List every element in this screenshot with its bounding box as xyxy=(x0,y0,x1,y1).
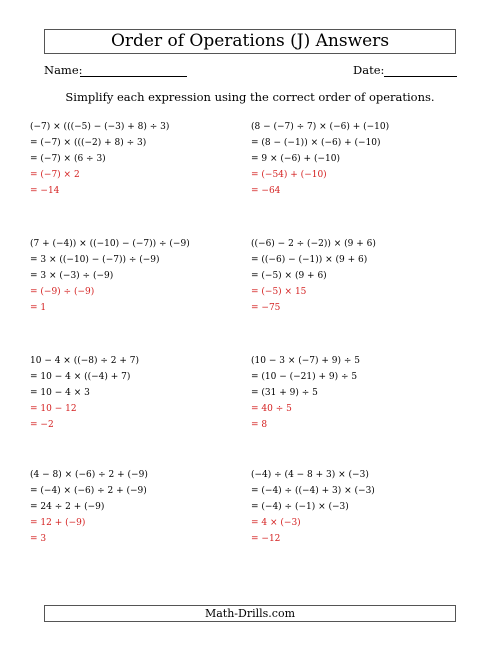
step: = (−4) ÷ (−1) × (−3) xyxy=(251,502,349,512)
step: = 3 × ((−10) − (−7)) ÷ (−9) xyxy=(30,255,160,265)
step: = −2 xyxy=(30,420,54,430)
step: = (−54) + (−10) xyxy=(251,170,327,180)
name-label: Name: xyxy=(44,63,83,77)
problem-5 xyxy=(30,353,255,433)
step: = (8 − (−1)) × (−6) + (−10) xyxy=(251,138,381,148)
step: = 3 × (−3) ÷ (−9) xyxy=(30,271,114,281)
problem-7 xyxy=(30,467,255,547)
date-label: Date: xyxy=(353,63,385,77)
problem-3 xyxy=(30,236,255,316)
step: = (−9) ÷ (−9) xyxy=(30,287,95,297)
step: = −12 xyxy=(251,534,281,544)
step: (10 − 3 × (−7) + 9) ÷ 5 xyxy=(251,356,360,366)
step: ((−6) − 2 ÷ (−2)) × (9 + 6) xyxy=(251,239,376,249)
step: (−7) × (((−5) − (−3) + 8) ÷ 3) xyxy=(30,122,170,132)
problem-8 xyxy=(251,467,476,547)
problem-1 xyxy=(30,119,255,199)
name-line xyxy=(80,76,187,77)
step: (−4) ÷ (4 − 8 + 3) × (−3) xyxy=(251,470,369,480)
problem-2 xyxy=(251,119,476,199)
step: = (10 − (−21) + 9) ÷ 5 xyxy=(251,372,358,382)
date-line xyxy=(384,76,457,77)
step: = (31 + 9) ÷ 5 xyxy=(251,388,318,398)
step: = 4 × (−3) xyxy=(251,518,301,528)
step: (7 + (−4)) × ((−10) − (−7)) ÷ (−9) xyxy=(30,239,190,249)
step: = −14 xyxy=(30,186,60,196)
problem-4 xyxy=(251,236,476,316)
step: = (−7) × (6 ÷ 3) xyxy=(30,154,106,164)
step: = (−4) × (−6) ÷ 2 + (−9) xyxy=(30,486,147,496)
step: = 3 xyxy=(30,534,47,544)
step: = (−5) × 15 xyxy=(251,287,307,297)
step: (8 − (−7) ÷ 7) × (−6) + (−10) xyxy=(251,122,390,132)
step: = 40 ÷ 5 xyxy=(251,404,292,414)
step: = −75 xyxy=(251,303,281,313)
step: = 24 ÷ 2 + (−9) xyxy=(30,502,105,512)
step: = 10 − 12 xyxy=(30,404,77,414)
step: (4 − 8) × (−6) ÷ 2 + (−9) xyxy=(30,470,148,480)
step: = 1 xyxy=(30,303,47,313)
instructions: Simplify each expression using the correct order of operations. xyxy=(65,90,435,104)
step: = 10 − 4 × 3 xyxy=(30,388,90,398)
step: = 9 × (−6) + (−10) xyxy=(251,154,340,164)
step: = 12 + (−9) xyxy=(30,518,86,528)
step: = (−7) × 2 xyxy=(30,170,80,180)
worksheet-title: Order of Operations (J) Answers xyxy=(44,29,456,54)
step: = (−4) ÷ ((−4) + 3) × (−3) xyxy=(251,486,375,496)
step: = (−7) × (((−2) + 8) ÷ 3) xyxy=(30,138,147,148)
step: = −64 xyxy=(251,186,281,196)
step: = ((−6) − (−1)) × (9 + 6) xyxy=(251,255,368,265)
step: = 8 xyxy=(251,420,268,430)
problem-6 xyxy=(251,353,476,433)
step: = (−5) × (9 + 6) xyxy=(251,271,327,281)
footer-site-name: Math-Drills.com xyxy=(44,605,456,622)
step: = 10 − 4 × ((−4) + 7) xyxy=(30,372,131,382)
step: 10 − 4 × ((−8) ÷ 2 + 7) xyxy=(30,356,139,366)
